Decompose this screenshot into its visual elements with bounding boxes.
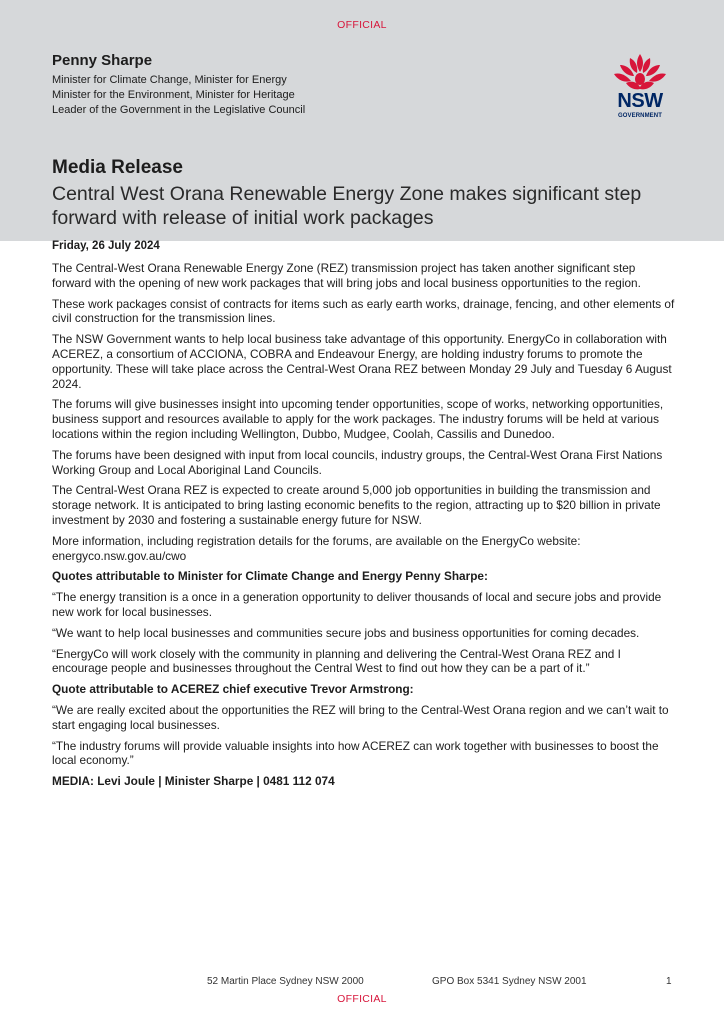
quote-paragraph: “We want to help local businesses and communities secure jobs and business opportunities for coming decades. [52,625,640,640]
logo-subtitle: GOVERNMENT [617,113,662,119]
classification-label-top: OFFICIAL [337,19,387,31]
quotes-heading-minister: Quotes attributable to Minister for Climate Change and Energy Penny Sharpe: [52,569,488,584]
footer-postal-address: GPO Box 5341 Sydney NSW 2001 [432,976,587,987]
body-paragraph: The Central-West Orana Renewable Energy Zone (REZ) transmission project has taken another significant step forward with the opening of new work packages that will bring jobs and local business opportunities to the region. [52,261,641,290]
quote-paragraph: “The industry forums will provide valuable insights into how ACEREZ can work together with businesses to boost the local economy.” [52,738,659,768]
headline: Central West Orana Renewable Energy Zone makes significant step forward with release of initial work packages [52,183,642,229]
body-paragraph: The NSW Government wants to help local business take advantage of this opportunity. EnergyCo in collaboration with ACEREZ, a consortium of ACCIONA, COBRA and Endeavour Energy, are holding industry forums to promote the opportunity. These will take place across the Central-West Orana REZ between Monday 29 July and Tuesday 6 August 2024. [52,332,672,391]
body-paragraph: The Central-West Orana REZ is expected to create around 5,000 job opportunities in building the transmission and storage network. It is anticipated to bring lasting economic benefits to the region, attracting up to $20 billion in private investment by 2030 and fostering a sustainable energy future for NSW. [52,483,661,527]
quote-paragraph: “EnergyCo will work closely with the community in planning and delivering the Central-West Orana REZ and I encourage people and businesses throughout the Central West to find out how they can be a part of it.” [52,646,621,676]
page-number: 1 [666,976,672,987]
waratah-flower-icon [606,52,674,92]
quote-paragraph: “The energy transition is a once in a generation opportunity to deliver thousands of local and secure jobs and provide new work for local businesses. [52,590,662,619]
classification-label-bottom: OFFICIAL [337,993,387,1005]
body-paragraph: The forums will give businesses insight into upcoming tender opportunities, scope of works, networking opportunities, business support and resources available to apply for the work packages. The industry forums will be held at various locations within the region including Wellington, Dubbo, Mudgee, Coolah, Cassilis and Dunedoo. [52,397,664,441]
nsw-government-logo [606,52,674,122]
quote-paragraph: “We are really excited about the opportunities the REZ will bring to the Central-West Orana region and we can’t wait to start engaging local businesses. [52,702,669,732]
release-date: Friday, 26 July 2024 [52,240,160,252]
media-release-label: Media Release [52,157,183,178]
release-body [52,240,677,788]
logo-wordmark: NSW [617,90,663,112]
media-contact: MEDIA: Levi Joule | Minister Sharpe | 0481 112 074 [52,774,335,789]
minister-role: Minister for the Environment, Minister for Heritage [52,89,295,101]
minister-role: Leader of the Government in the Legislative Council [52,104,306,116]
body-paragraph: These work packages consist of contracts for items such as early earth works, drainage, fencing, and other elements of civil construction for the transmission lines. [52,296,675,326]
footer-street-address: 52 Martin Place Sydney NSW 2000 [207,976,364,987]
quotes-heading-acerez: Quote attributable to ACEREZ chief executive Trevor Armstrong: [52,682,414,697]
minister-block [52,52,305,118]
body-paragraph: The forums have been designed with input from local councils, industry groups, the Central-West Orana First Nations Working Group and Local Aboriginal Land Councils. [52,447,663,477]
minister-name: Penny Sharpe [52,52,153,69]
minister-role: Minister for Climate Change, Minister for Energy [52,74,287,86]
body-paragraph: More information, including registration details for the forums, are available on the EnergyCo website: energyco.nsw.gov.au/cwo [52,533,581,563]
